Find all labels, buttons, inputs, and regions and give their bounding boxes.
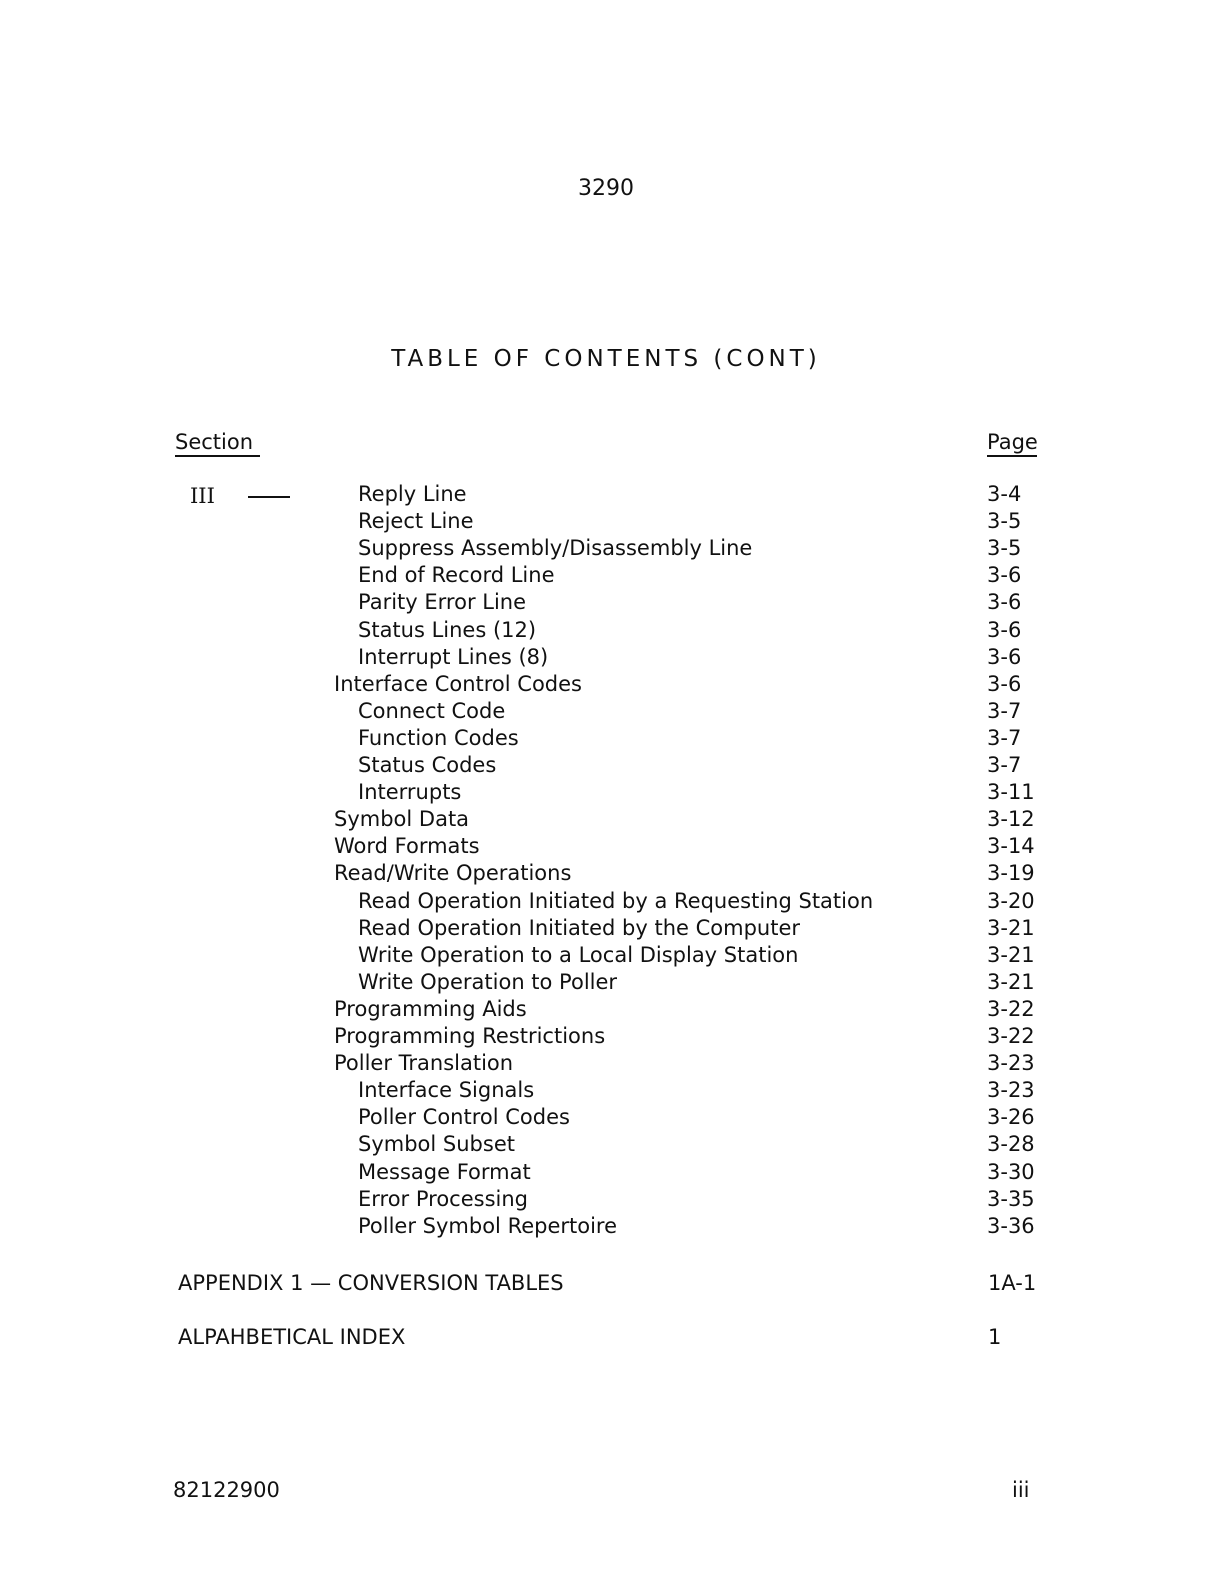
toc-entry-page: 3-5 — [987, 509, 1022, 533]
toc-entry-page: 3-6 — [987, 590, 1022, 614]
toc-entry-title: Reject Line — [358, 509, 474, 533]
toc-entry-page: 3-21 — [987, 943, 1035, 967]
toc-entry-page: 3-7 — [987, 726, 1022, 750]
appendix-entry-title: APPENDIX 1 — CONVERSION TABLES — [178, 1271, 564, 1295]
page-column-header: Page — [987, 430, 1037, 457]
footer-page-number: iii — [1012, 1478, 1030, 1502]
section-dash — [248, 496, 290, 498]
index-entry-page: 1 — [988, 1325, 1002, 1349]
toc-entry-title: Interface Signals — [358, 1078, 535, 1102]
toc-entry-title: Programming Aids — [334, 997, 527, 1021]
toc-entry-page: 3-20 — [987, 889, 1035, 913]
toc-entry-page: 3-12 — [987, 807, 1035, 831]
toc-entry-page: 3-26 — [987, 1105, 1035, 1129]
toc-entry-page: 3-14 — [987, 834, 1035, 858]
toc-entry-title: Write Operation to Poller — [358, 970, 618, 994]
page-title: TABLE OF CONTENTS (CONT) — [391, 346, 821, 372]
toc-entry-title: Error Processing — [358, 1187, 528, 1211]
toc-entry-title: Reply Line — [358, 482, 467, 506]
toc-entry-title: Suppress Assembly/Disassembly Line — [358, 536, 753, 560]
index-entry-title: ALPAHBETICAL INDEX — [178, 1325, 406, 1349]
section-number: III — [190, 484, 215, 508]
toc-entry-title: Programming Restrictions — [334, 1024, 606, 1048]
toc-entry-title: Write Operation to a Local Display Station — [358, 943, 799, 967]
toc-entry-page: 3-11 — [987, 780, 1035, 804]
toc-entry-page: 3-6 — [987, 672, 1022, 696]
appendix-entry-page: 1A-1 — [988, 1271, 1037, 1295]
section-column-header: Section — [175, 430, 260, 457]
toc-entry-title: Poller Translation — [334, 1051, 514, 1075]
toc-entry-page: 3-23 — [987, 1078, 1035, 1102]
toc-entry-title: Parity Error Line — [358, 590, 527, 614]
toc-entry-title: Word Formats — [334, 834, 480, 858]
toc-entry-title: Read/Write Operations — [334, 861, 572, 885]
toc-entry-page: 3-30 — [987, 1160, 1035, 1184]
toc-entry-page: 3-28 — [987, 1132, 1035, 1156]
toc-entry-page: 3-36 — [987, 1214, 1035, 1238]
toc-entry-page: 3-35 — [987, 1187, 1035, 1211]
toc-entry-title: Poller Control Codes — [358, 1105, 570, 1129]
toc-entry-title: Interface Control Codes — [334, 672, 582, 696]
toc-entry-title: Read Operation Initiated by the Computer — [358, 916, 801, 940]
toc-entry-title: Read Operation Initiated by a Requesting Station — [358, 889, 874, 913]
toc-entry-title: Message Format — [358, 1160, 531, 1184]
toc-entry-page: 3-19 — [987, 861, 1035, 885]
toc-entry-title: Interrupt Lines (8) — [358, 645, 549, 669]
toc-entry-title: Symbol Subset — [358, 1132, 515, 1156]
toc-entry-page: 3-22 — [987, 1024, 1035, 1048]
toc-entry-page: 3-7 — [987, 699, 1022, 723]
toc-entry-title: End of Record Line — [358, 563, 555, 587]
toc-entry-title: Interrupts — [358, 780, 462, 804]
toc-entry-page: 3-22 — [987, 997, 1035, 1021]
toc-entry-page: 3-4 — [987, 482, 1022, 506]
toc-entry-page: 3-5 — [987, 536, 1022, 560]
footer-doc-id: 82122900 — [173, 1478, 280, 1502]
document-number: 3290 — [578, 176, 634, 201]
toc-entry-title: Symbol Data — [334, 807, 470, 831]
toc-entry-page: 3-6 — [987, 563, 1022, 587]
toc-entry-title: Poller Symbol Repertoire — [358, 1214, 618, 1238]
toc-entry-title: Status Lines (12) — [358, 618, 537, 642]
toc-entry-title: Status Codes — [358, 753, 497, 777]
toc-entry-title: Function Codes — [358, 726, 519, 750]
toc-entry-page: 3-6 — [987, 618, 1022, 642]
toc-entry-page: 3-6 — [987, 645, 1022, 669]
toc-entry-page: 3-23 — [987, 1051, 1035, 1075]
toc-entry-page: 3-7 — [987, 753, 1022, 777]
toc-entry-page: 3-21 — [987, 916, 1035, 940]
toc-entry-page: 3-21 — [987, 970, 1035, 994]
toc-entry-title: Connect Code — [358, 699, 506, 723]
